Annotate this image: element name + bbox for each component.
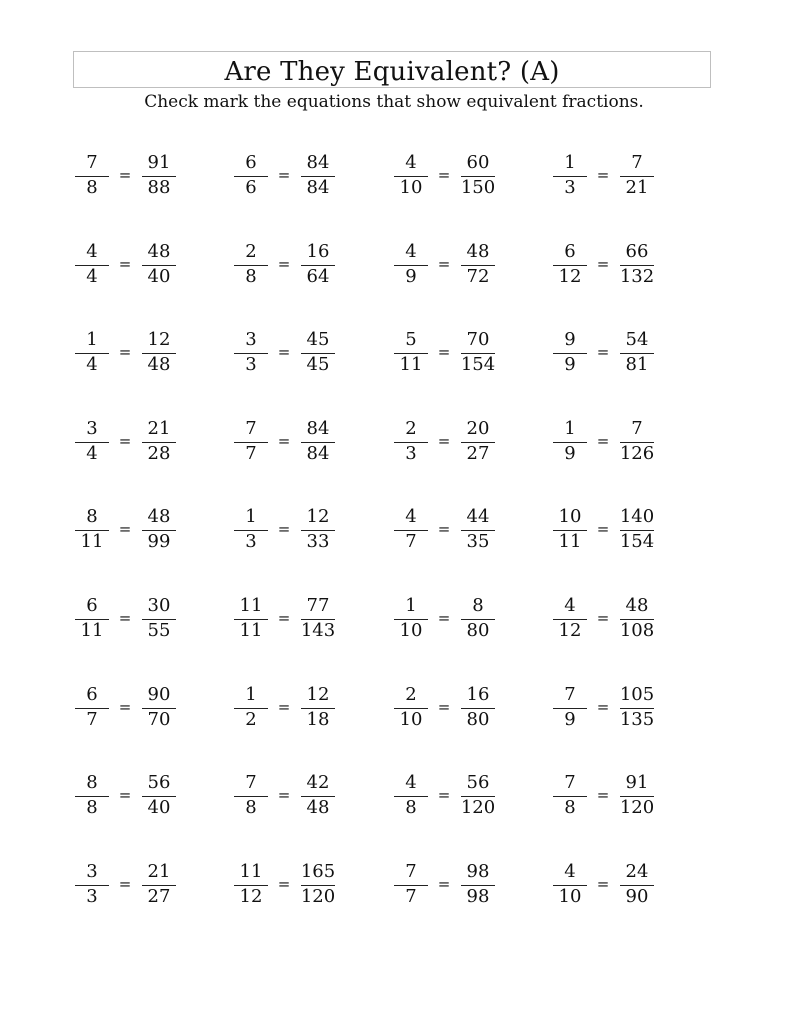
equation-item — [389, 678, 519, 738]
equation-item — [70, 235, 200, 295]
right-fraction — [614, 766, 660, 826]
right-denominator: 84 — [306, 443, 330, 464]
equals-sign: = — [118, 875, 132, 893]
left-numerator: 6 — [86, 684, 98, 705]
equation-item — [229, 500, 359, 560]
equation-item — [548, 146, 678, 206]
left-numerator: 4 — [405, 506, 417, 527]
equals-sign: = — [437, 875, 451, 893]
equation-item — [229, 323, 359, 383]
right-fraction — [295, 500, 341, 560]
left-denominator: 3 — [86, 886, 98, 907]
equation-item — [389, 855, 519, 915]
equals-sign: = — [596, 432, 610, 450]
right-numerator: 84 — [306, 418, 330, 439]
left-fraction — [389, 589, 433, 649]
left-denominator: 10 — [399, 620, 423, 641]
left-fraction — [70, 678, 114, 738]
equation-item — [389, 766, 519, 826]
right-numerator: 20 — [466, 418, 490, 439]
right-denominator: 150 — [460, 177, 496, 198]
right-denominator: 120 — [460, 797, 496, 818]
left-numerator: 4 — [564, 861, 576, 882]
right-numerator: 45 — [306, 329, 330, 350]
equals-sign: = — [437, 166, 451, 184]
left-fraction — [70, 146, 114, 206]
right-numerator: 56 — [466, 772, 490, 793]
equals-sign: = — [437, 520, 451, 538]
left-fraction — [70, 589, 114, 649]
left-fraction — [389, 323, 433, 383]
equals-sign: = — [596, 609, 610, 627]
left-denominator: 3 — [564, 177, 576, 198]
left-fraction — [548, 678, 592, 738]
left-numerator: 2 — [405, 418, 417, 439]
equals-sign: = — [596, 786, 610, 804]
equation-item — [229, 412, 359, 472]
equals-sign: = — [596, 166, 610, 184]
left-fraction — [229, 766, 273, 826]
right-numerator: 30 — [147, 595, 171, 616]
right-numerator: 91 — [625, 772, 649, 793]
equals-sign: = — [118, 432, 132, 450]
equals-sign: = — [118, 698, 132, 716]
left-fraction — [548, 766, 592, 826]
right-numerator: 91 — [147, 152, 171, 173]
equation-item — [70, 146, 200, 206]
right-denominator: 55 — [147, 620, 171, 641]
left-numerator: 8 — [86, 772, 98, 793]
right-denominator: 120 — [300, 886, 336, 907]
right-fraction — [295, 235, 341, 295]
right-denominator: 64 — [306, 266, 330, 287]
equals-sign: = — [277, 609, 291, 627]
left-numerator: 6 — [564, 241, 576, 262]
left-fraction — [70, 235, 114, 295]
right-denominator: 126 — [619, 443, 655, 464]
left-numerator: 8 — [86, 506, 98, 527]
right-numerator: 70 — [466, 329, 490, 350]
left-fraction — [229, 146, 273, 206]
right-numerator: 48 — [625, 595, 649, 616]
left-fraction — [389, 855, 433, 915]
right-numerator: 21 — [147, 418, 171, 439]
right-fraction — [455, 678, 501, 738]
equals-sign: = — [118, 166, 132, 184]
left-fraction — [548, 412, 592, 472]
left-denominator: 9 — [564, 354, 576, 375]
right-numerator: 66 — [625, 241, 649, 262]
right-fraction — [136, 766, 182, 826]
right-fraction — [614, 146, 660, 206]
left-fraction — [548, 500, 592, 560]
right-numerator: 140 — [619, 506, 655, 527]
right-fraction — [295, 589, 341, 649]
left-numerator: 7 — [86, 152, 98, 173]
right-denominator: 48 — [147, 354, 171, 375]
left-denominator: 8 — [86, 177, 98, 198]
equals-sign: = — [437, 343, 451, 361]
right-fraction — [614, 855, 660, 915]
right-denominator: 40 — [147, 797, 171, 818]
right-numerator: 56 — [147, 772, 171, 793]
left-denominator: 4 — [86, 354, 98, 375]
left-denominator: 8 — [405, 797, 417, 818]
equation-item — [389, 500, 519, 560]
left-fraction — [548, 146, 592, 206]
right-numerator: 48 — [147, 241, 171, 262]
equals-sign: = — [118, 786, 132, 804]
left-denominator: 10 — [399, 177, 423, 198]
left-denominator: 9 — [564, 443, 576, 464]
right-numerator: 16 — [466, 684, 490, 705]
right-denominator: 80 — [466, 620, 490, 641]
right-fraction — [136, 146, 182, 206]
right-numerator: 42 — [306, 772, 330, 793]
right-fraction — [295, 678, 341, 738]
right-fraction — [614, 589, 660, 649]
left-numerator: 10 — [558, 506, 582, 527]
left-numerator: 6 — [245, 152, 257, 173]
left-numerator: 4 — [405, 241, 417, 262]
equation-item — [548, 500, 678, 560]
right-numerator: 77 — [306, 595, 330, 616]
right-denominator: 99 — [147, 531, 171, 552]
left-fraction — [70, 323, 114, 383]
right-denominator: 120 — [619, 797, 655, 818]
right-numerator: 7 — [631, 418, 643, 439]
right-denominator: 70 — [147, 709, 171, 730]
right-numerator: 165 — [300, 861, 336, 882]
right-fraction — [295, 766, 341, 826]
equation-item — [229, 678, 359, 738]
right-numerator: 48 — [147, 506, 171, 527]
right-numerator: 105 — [619, 684, 655, 705]
right-denominator: 132 — [619, 266, 655, 287]
equals-sign: = — [596, 875, 610, 893]
left-denominator: 8 — [245, 797, 257, 818]
right-numerator: 54 — [625, 329, 649, 350]
right-denominator: 98 — [466, 886, 490, 907]
left-denominator: 9 — [564, 709, 576, 730]
left-numerator: 4 — [405, 772, 417, 793]
right-denominator: 143 — [300, 620, 336, 641]
left-numerator: 5 — [405, 329, 417, 350]
left-numerator: 1 — [86, 329, 98, 350]
right-fraction — [136, 500, 182, 560]
left-denominator: 7 — [245, 443, 257, 464]
right-fraction — [136, 323, 182, 383]
right-fraction — [136, 412, 182, 472]
right-fraction — [295, 855, 341, 915]
worksheet-title: Are They Equivalent? (A) — [224, 56, 560, 87]
right-denominator: 80 — [466, 709, 490, 730]
left-numerator: 1 — [564, 418, 576, 439]
left-fraction — [229, 855, 273, 915]
left-fraction — [389, 235, 433, 295]
right-fraction — [455, 855, 501, 915]
right-numerator: 12 — [306, 506, 330, 527]
left-denominator: 4 — [86, 443, 98, 464]
left-fraction — [389, 766, 433, 826]
left-numerator: 2 — [245, 241, 257, 262]
right-denominator: 21 — [625, 177, 649, 198]
left-fraction — [229, 589, 273, 649]
left-denominator: 12 — [558, 266, 582, 287]
equation-item — [70, 855, 200, 915]
left-denominator: 4 — [86, 266, 98, 287]
right-fraction — [614, 412, 660, 472]
equals-sign: = — [437, 698, 451, 716]
left-numerator: 3 — [86, 861, 98, 882]
equation-item — [70, 678, 200, 738]
left-denominator: 8 — [245, 266, 257, 287]
right-fraction — [455, 323, 501, 383]
equals-sign: = — [277, 520, 291, 538]
right-fraction — [455, 146, 501, 206]
right-numerator: 84 — [306, 152, 330, 173]
left-fraction — [229, 500, 273, 560]
left-fraction — [548, 855, 592, 915]
left-fraction — [229, 678, 273, 738]
right-denominator: 84 — [306, 177, 330, 198]
right-numerator: 24 — [625, 861, 649, 882]
right-fraction — [455, 412, 501, 472]
right-numerator: 16 — [306, 241, 330, 262]
right-fraction — [614, 323, 660, 383]
left-denominator: 12 — [239, 886, 263, 907]
left-denominator: 8 — [86, 797, 98, 818]
equals-sign: = — [437, 432, 451, 450]
left-numerator: 7 — [564, 684, 576, 705]
left-numerator: 4 — [564, 595, 576, 616]
left-fraction — [548, 589, 592, 649]
equation-item — [389, 589, 519, 649]
left-numerator: 3 — [245, 329, 257, 350]
left-denominator: 7 — [405, 886, 417, 907]
left-fraction — [389, 500, 433, 560]
right-denominator: 27 — [147, 886, 171, 907]
equation-item — [548, 235, 678, 295]
left-numerator: 7 — [245, 418, 257, 439]
equals-sign: = — [277, 255, 291, 273]
equals-sign: = — [118, 343, 132, 361]
right-denominator: 27 — [466, 443, 490, 464]
right-denominator: 40 — [147, 266, 171, 287]
left-denominator: 7 — [86, 709, 98, 730]
left-fraction — [229, 235, 273, 295]
equation-item — [389, 235, 519, 295]
equation-item — [548, 412, 678, 472]
equation-item — [70, 323, 200, 383]
right-fraction — [614, 678, 660, 738]
left-denominator: 10 — [399, 709, 423, 730]
left-numerator: 4 — [86, 241, 98, 262]
equals-sign: = — [437, 255, 451, 273]
left-numerator: 2 — [405, 684, 417, 705]
left-denominator: 3 — [245, 531, 257, 552]
right-denominator: 18 — [306, 709, 330, 730]
right-fraction — [136, 589, 182, 649]
left-fraction — [70, 412, 114, 472]
left-numerator: 7 — [564, 772, 576, 793]
left-numerator: 9 — [564, 329, 576, 350]
equation-item — [70, 412, 200, 472]
left-fraction — [548, 323, 592, 383]
equals-sign: = — [277, 432, 291, 450]
equals-sign: = — [277, 343, 291, 361]
right-numerator: 44 — [466, 506, 490, 527]
left-numerator: 3 — [86, 418, 98, 439]
right-fraction — [295, 412, 341, 472]
left-denominator: 3 — [245, 354, 257, 375]
left-fraction — [229, 412, 273, 472]
right-fraction — [136, 855, 182, 915]
left-numerator: 6 — [86, 595, 98, 616]
left-fraction — [389, 146, 433, 206]
left-denominator: 11 — [80, 531, 104, 552]
right-denominator: 28 — [147, 443, 171, 464]
equation-item — [229, 589, 359, 649]
left-numerator: 7 — [245, 772, 257, 793]
right-denominator: 81 — [625, 354, 649, 375]
worksheet-instructions: Check mark the equations that show equivalent fractions. — [144, 92, 644, 112]
right-fraction — [455, 235, 501, 295]
equals-sign: = — [277, 698, 291, 716]
right-denominator: 48 — [306, 797, 330, 818]
equals-sign: = — [277, 875, 291, 893]
right-denominator: 35 — [466, 531, 490, 552]
right-numerator: 12 — [306, 684, 330, 705]
left-denominator: 8 — [564, 797, 576, 818]
equals-sign: = — [596, 343, 610, 361]
right-denominator: 90 — [625, 886, 649, 907]
left-denominator: 10 — [558, 886, 582, 907]
left-numerator: 1 — [564, 152, 576, 173]
equals-sign: = — [118, 520, 132, 538]
right-denominator: 135 — [619, 709, 655, 730]
equation-item — [389, 323, 519, 383]
equals-sign: = — [596, 698, 610, 716]
left-numerator: 1 — [405, 595, 417, 616]
equation-item — [389, 146, 519, 206]
right-fraction — [136, 678, 182, 738]
right-numerator: 7 — [631, 152, 643, 173]
equals-sign: = — [118, 255, 132, 273]
equation-item — [70, 766, 200, 826]
right-fraction — [295, 146, 341, 206]
left-denominator: 11 — [80, 620, 104, 641]
right-denominator: 45 — [306, 354, 330, 375]
left-denominator: 12 — [558, 620, 582, 641]
equation-item — [548, 766, 678, 826]
equals-sign: = — [118, 609, 132, 627]
left-fraction — [389, 412, 433, 472]
equation-item — [229, 855, 359, 915]
equation-item — [70, 589, 200, 649]
left-fraction — [229, 323, 273, 383]
left-numerator: 7 — [405, 861, 417, 882]
left-fraction — [70, 766, 114, 826]
left-denominator: 7 — [405, 531, 417, 552]
right-numerator: 12 — [147, 329, 171, 350]
right-fraction — [295, 323, 341, 383]
right-fraction — [455, 500, 501, 560]
left-denominator: 6 — [245, 177, 257, 198]
equation-item — [548, 323, 678, 383]
equation-item — [229, 766, 359, 826]
equation-item — [229, 235, 359, 295]
left-numerator: 1 — [245, 506, 257, 527]
equals-sign: = — [437, 609, 451, 627]
left-denominator: 2 — [245, 709, 257, 730]
left-numerator: 11 — [239, 861, 263, 882]
left-numerator: 4 — [405, 152, 417, 173]
equation-item — [70, 500, 200, 560]
right-numerator: 48 — [466, 241, 490, 262]
equation-item — [229, 146, 359, 206]
left-denominator: 11 — [399, 354, 423, 375]
left-numerator: 11 — [239, 595, 263, 616]
right-fraction — [614, 235, 660, 295]
left-fraction — [389, 678, 433, 738]
right-numerator: 90 — [147, 684, 171, 705]
right-fraction — [455, 766, 501, 826]
right-numerator: 8 — [472, 595, 484, 616]
right-denominator: 88 — [147, 177, 171, 198]
right-fraction — [455, 589, 501, 649]
equals-sign: = — [277, 786, 291, 804]
right-denominator: 154 — [460, 354, 496, 375]
equals-sign: = — [437, 786, 451, 804]
left-denominator: 11 — [558, 531, 582, 552]
left-numerator: 1 — [245, 684, 257, 705]
left-fraction — [548, 235, 592, 295]
left-denominator: 9 — [405, 266, 417, 287]
right-numerator: 21 — [147, 861, 171, 882]
equation-item — [548, 678, 678, 738]
right-denominator: 72 — [466, 266, 490, 287]
left-denominator: 3 — [405, 443, 417, 464]
equation-item — [389, 412, 519, 472]
equals-sign: = — [277, 166, 291, 184]
right-denominator: 33 — [306, 531, 330, 552]
right-fraction — [614, 500, 660, 560]
left-fraction — [70, 500, 114, 560]
right-denominator: 154 — [619, 531, 655, 552]
equation-item — [548, 589, 678, 649]
equals-sign: = — [596, 520, 610, 538]
equation-item — [548, 855, 678, 915]
right-numerator: 98 — [466, 861, 490, 882]
equals-sign: = — [596, 255, 610, 273]
left-denominator: 11 — [239, 620, 263, 641]
right-fraction — [136, 235, 182, 295]
right-denominator: 108 — [619, 620, 655, 641]
right-numerator: 60 — [466, 152, 490, 173]
left-fraction — [70, 855, 114, 915]
